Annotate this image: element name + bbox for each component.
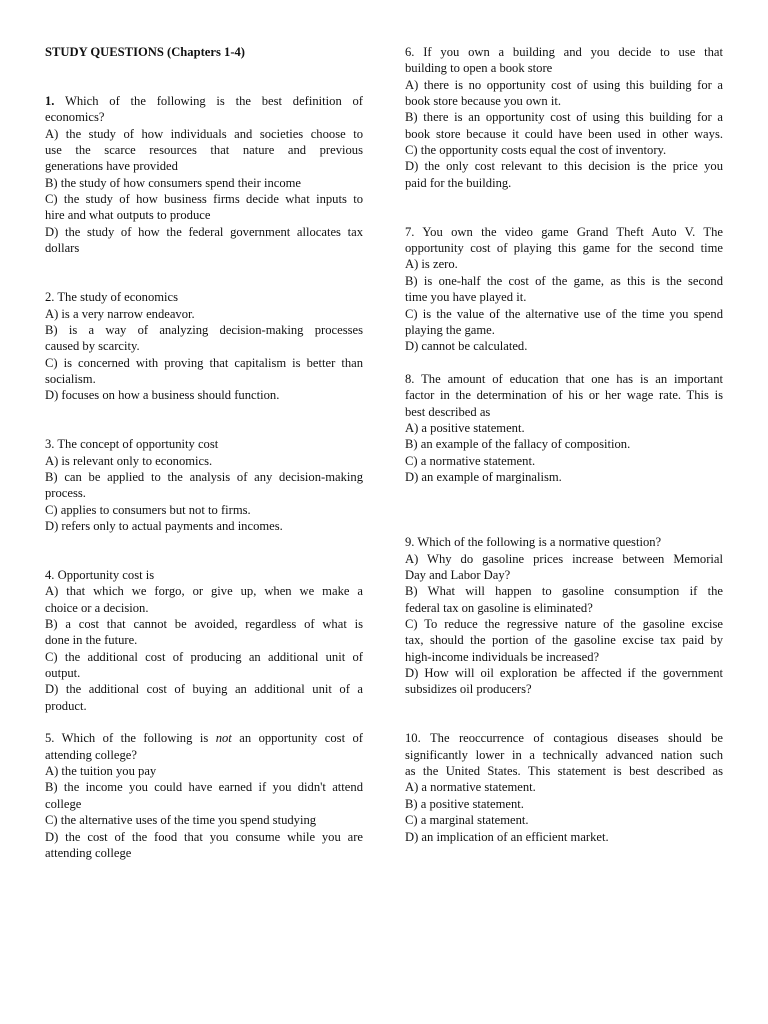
text-line: dollars <box>45 241 80 256</box>
text-line: A) is a very narrow endeavor. <box>45 306 195 321</box>
text-line: D) focuses on how a business should function. <box>45 388 280 403</box>
emphasis-not: not <box>215 731 232 746</box>
text-line: 3. The concept of opportunity cost <box>45 437 219 452</box>
text-line: C) the alternative uses of the time you spend studying <box>45 813 317 828</box>
left-column-body <box>45 60 363 861</box>
text-line: A) a positive statement. <box>405 420 525 435</box>
text-line: 10. The reoccurrence of contagious diseases should be <box>405 731 723 746</box>
text-line: A) is relevant only to economics. <box>45 453 213 468</box>
text-line: choice or a decision. <box>45 600 149 615</box>
text-line: C) is concerned with proving that capitalism is better than <box>45 355 363 370</box>
text-line: product. <box>45 698 87 713</box>
text-line: economics? <box>45 110 105 125</box>
text-line: generations have provided <box>45 159 178 174</box>
text-line: C) the opportunity costs equal the cost of inventory. <box>405 143 667 158</box>
spacer <box>405 207 723 223</box>
text-line: D) How will oil exploration be affected if the government <box>405 666 723 681</box>
text-line: D) the study of how the federal government allocates tax <box>45 224 363 239</box>
page-title: STUDY QUESTIONS (Chapters 1-4) <box>45 45 246 59</box>
text-line: B) the income you could have earned if you didn't attend <box>45 780 363 795</box>
text-fragment: an opportunity cost of <box>231 731 363 746</box>
spacer <box>405 698 723 714</box>
text-line: D) the cost of the food that you consume while you are <box>45 829 363 844</box>
text-line: as the United States. This statement is best described as <box>405 764 723 779</box>
spacer <box>405 518 723 534</box>
spacer <box>45 77 363 93</box>
text-line: 9. Which of the following is a normative question? <box>405 535 662 550</box>
text-line: D) the only cost relevant to this decision is the price you <box>405 159 723 174</box>
text-line: B) a cost that cannot be avoided, regardless of what is <box>45 617 363 632</box>
text-line: tax, should the portion of the gasoline excise tax paid by <box>405 633 723 648</box>
spacer <box>45 273 363 289</box>
text-line: federal tax on gasoline is eliminated? <box>405 600 593 615</box>
spacer <box>405 485 723 501</box>
spacer <box>45 551 363 567</box>
left-column <box>45 44 363 861</box>
text-line: C) applies to consumers but not to firms. <box>45 502 251 517</box>
text-line: D) an example of marginalism. <box>405 469 562 484</box>
text-line: D) refers only to actual payments and incomes. <box>45 518 283 533</box>
text-line: C) the study of how business firms decide what inputs to <box>45 192 363 207</box>
text-line: book store because it could have been used in other ways. <box>405 126 723 141</box>
text-line: A) there is no opportunity cost of using this building for a <box>405 77 723 92</box>
spacer <box>405 714 723 730</box>
right-column <box>405 44 723 845</box>
text-line: B) is a way of analyzing decision-making processes <box>45 322 363 337</box>
text-line: B) a positive statement. <box>405 796 524 811</box>
text-line: 8. The amount of education that one has is an important <box>405 371 723 386</box>
text-line: A) a normative statement. <box>405 780 536 795</box>
text-line: C) is the value of the alternative use of the time you spend <box>405 306 723 321</box>
text-line: use the scarce resources that nature and previous <box>45 143 363 158</box>
text-line <box>45 730 363 746</box>
text-line: B) an example of the fallacy of composition. <box>405 437 631 452</box>
text-line: socialism. <box>45 371 96 386</box>
text-line: significantly lower in a technically advanced nation such <box>405 747 723 762</box>
text-line: C) the additional cost of producing an additional unit of <box>45 649 363 664</box>
text-line: B) is one-half the cost of the game, as this is the second <box>405 273 723 288</box>
text-line: paid for the building. <box>405 175 512 190</box>
text-line: 7. You own the video game Grand Theft Auto V. The <box>405 224 723 239</box>
text-line: factor in the determination of his or her wage rate. This is <box>405 388 723 403</box>
text-line: process. <box>45 486 86 501</box>
right-column-body <box>405 44 723 845</box>
spacer <box>45 256 363 272</box>
text-line: C) a normative statement. <box>405 453 536 468</box>
text-line: A) Why do gasoline prices increase between Memorial <box>405 551 723 566</box>
text-line: C) To reduce the regressive nature of the gasoline excise <box>405 617 723 632</box>
text-line: A) the tuition you pay <box>45 764 157 779</box>
text-line: done in the future. <box>45 633 138 648</box>
text-line: book store because you own it. <box>405 94 561 109</box>
text-line: A) the study of how individuals and societies choose to <box>45 126 363 141</box>
spacer <box>405 191 723 207</box>
text-line: 2. The study of economics <box>45 290 179 305</box>
text-line: D) cannot be calculated. <box>405 339 528 354</box>
text-line: college <box>45 796 82 811</box>
text-fragment: 5. Which of the following is <box>45 731 216 746</box>
text-line: B) can be applied to the analysis of any decision-making <box>45 469 363 484</box>
text-line: subsidizes oil producers? <box>405 682 532 697</box>
text-line: attending college <box>45 845 132 860</box>
text-line: output. <box>45 666 81 681</box>
question-line: 1. Which of the following is the best definition of <box>45 94 363 109</box>
text-line: B) the study of how consumers spend their income <box>45 175 302 190</box>
text-line: attending college? <box>45 747 137 762</box>
text-line: playing the game. <box>405 322 495 337</box>
text-line: opportunity cost of playing this game for the second time <box>405 241 723 256</box>
spacer <box>45 60 363 76</box>
text-line: building to open a book store <box>405 61 553 76</box>
text-line: caused by scarcity. <box>45 339 140 354</box>
spacer <box>405 355 723 371</box>
text-line: time you have played it. <box>405 290 527 305</box>
text-line: A) that which we forgo, or give up, when we make a <box>45 584 363 599</box>
text-line: 6. If you own a building and you decide to use that <box>405 45 723 59</box>
spacer <box>405 502 723 518</box>
text-line: best described as <box>405 404 491 419</box>
text-line: Day and Labor Day? <box>405 568 511 582</box>
text-line: D) the additional cost of buying an additional unit of a <box>45 682 363 697</box>
spacer <box>45 404 363 420</box>
text-line: B) there is an opportunity cost of using this building for a <box>405 110 723 125</box>
text-line: high-income individuals be increased? <box>405 649 600 664</box>
spacer <box>45 420 363 436</box>
text-line: B) What will happen to gasoline consumption if the <box>405 584 723 599</box>
text-line: 4. Opportunity cost is <box>45 568 155 582</box>
spacer <box>45 534 363 550</box>
text-line: C) a marginal statement. <box>405 813 529 828</box>
text-line: D) an implication of an efficient market. <box>405 829 609 844</box>
text-line: A) is zero. <box>405 257 458 272</box>
spacer <box>45 714 363 730</box>
text-line: hire and what outputs to produce <box>45 208 211 223</box>
